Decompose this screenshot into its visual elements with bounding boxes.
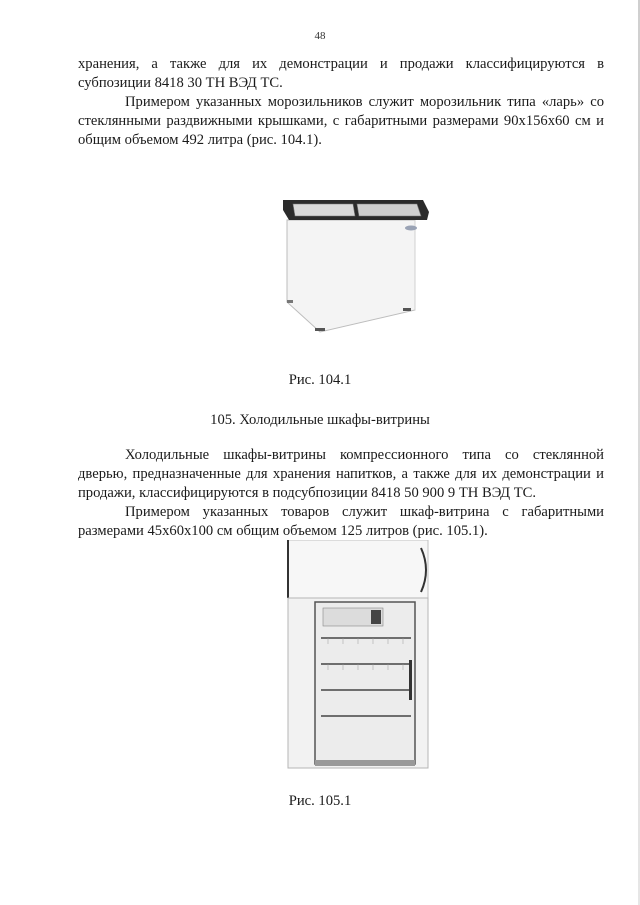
chest-freezer-image	[275, 190, 435, 340]
section-heading: 105. Холодильные шкафы-витрины	[210, 412, 430, 428]
paragraph-freezer-example: Примером указанных морозильников служит морозильник типа «ларь» со стеклянными раздвижными крышками, с габаритными размерами 90х156х60 см и общим объемом 492 литра (рис. 104.1).	[78, 94, 604, 148]
paragraph-display-cabinets: Холодильные шкафы-витрины компрессионного типа со стеклянной дверью, предназначенные для хранения напитков, а также для их демонстрации и продажи, классифицируются в подсубпозиции 8418 50 900 9 ТН ВЭД ТС.	[78, 447, 604, 501]
figure-caption-104-1: Рис. 104.1	[288, 372, 352, 388]
paragraph-cabinet-example: Примером указанных товаров служит шкаф-витрина с габаритными размерами 45х60х100 см общим объемом 125 литров (рис. 105.1).	[78, 504, 604, 539]
display-cabinet-image	[283, 540, 433, 770]
page-number: 48	[314, 30, 326, 42]
figure-caption-105-1: Рис. 105.1	[288, 793, 352, 809]
paragraph-continuation: хранения, а также для их демонстрации и продажи классифицируются в субпозиции 8418 30 ТН ВЭД ТС.	[78, 56, 604, 91]
